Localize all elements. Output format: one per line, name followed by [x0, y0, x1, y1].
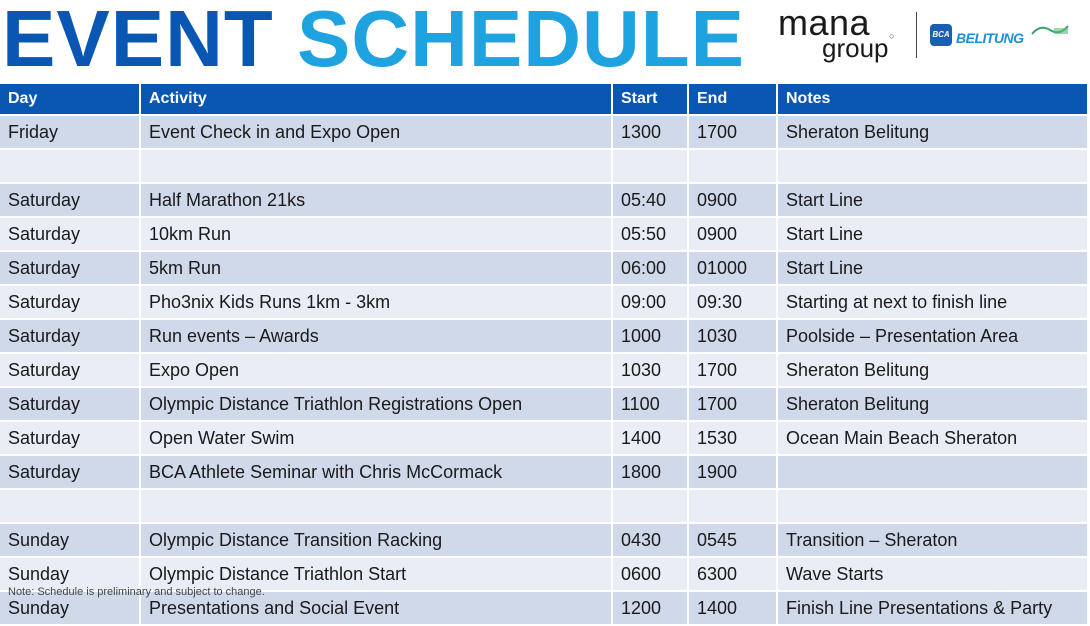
cell-day: Saturday: [0, 183, 140, 217]
table-header-row: [0, 84, 1088, 115]
column-header-activity: Activity: [140, 84, 612, 115]
table-row: [0, 421, 1088, 455]
cell-start: 05:50: [612, 217, 688, 251]
cell-start: 0600: [612, 557, 688, 591]
cell-day: Saturday: [0, 251, 140, 285]
cell-start: 1000: [612, 319, 688, 353]
cell-day: Saturday: [0, 319, 140, 353]
cell-start: 0430: [612, 523, 688, 557]
cell-notes: Start Line: [777, 217, 1088, 251]
page-title: [2, 0, 745, 84]
cell-day: Sunday: [0, 557, 140, 591]
cell-notes: Sheraton Belitung: [777, 387, 1088, 421]
cell-end: 1700: [688, 353, 777, 387]
table-row: [0, 523, 1088, 557]
cell-activity: Olympic Distance Triathlon Start: [140, 557, 612, 591]
cell-start: 05:40: [612, 183, 688, 217]
table-row: [0, 217, 1088, 251]
cell-notes: Transition – Sheraton: [777, 523, 1088, 557]
group-logo-text: group: [822, 33, 889, 63]
mana-logo-text: mana: [778, 2, 871, 43]
cell-end: 01000: [688, 251, 777, 285]
cell-notes: Sheraton Belitung: [777, 353, 1088, 387]
table-row: [0, 183, 1088, 217]
cell-day: Friday: [0, 115, 140, 149]
festival-wave-icon: [1030, 22, 1070, 36]
cell-activity: BCA Athlete Seminar with Chris McCormack: [140, 455, 612, 489]
table-row: [0, 115, 1088, 149]
column-header-day: Day: [0, 84, 140, 115]
column-header-start: Start: [612, 84, 688, 115]
cell-end: 09:30: [688, 285, 777, 319]
cell-end: 1900: [688, 455, 777, 489]
cell-end: 1400: [688, 591, 777, 625]
cell-end: 0545: [688, 523, 777, 557]
title-word-event: EVENT: [2, 0, 274, 83]
mana-group-logo: [778, 2, 900, 66]
cell-activity: [140, 149, 612, 183]
cell-notes: [777, 455, 1088, 489]
logo-divider: [916, 12, 917, 58]
table-row: [0, 353, 1088, 387]
cell-activity: Run events – Awards: [140, 319, 612, 353]
cell-notes: Sheraton Belitung: [777, 115, 1088, 149]
cell-activity: Open Water Swim: [140, 421, 612, 455]
cell-end: [688, 489, 777, 523]
table-row: [0, 251, 1088, 285]
schedule-note: Note: Schedule is preliminary and subject to change.: [8, 586, 265, 598]
cell-activity: Olympic Distance Transition Racking: [140, 523, 612, 557]
cell-activity: [140, 489, 612, 523]
column-header-end: End: [688, 84, 777, 115]
cell-start: 1400: [612, 421, 688, 455]
cell-day: Saturday: [0, 421, 140, 455]
registered-mark-icon: ○: [889, 31, 895, 41]
cell-day: [0, 489, 140, 523]
cell-end: 1700: [688, 387, 777, 421]
cell-activity: Pho3nix Kids Runs 1km - 3km: [140, 285, 612, 319]
cell-start: 1030: [612, 353, 688, 387]
table-row: [0, 149, 1088, 183]
cell-notes: Ocean Main Beach Sheraton: [777, 421, 1088, 455]
cell-activity: 5km Run: [140, 251, 612, 285]
cell-end: 1030: [688, 319, 777, 353]
cell-day: Saturday: [0, 387, 140, 421]
cell-notes: Poolside – Presentation Area: [777, 319, 1088, 353]
cell-activity: Event Check in and Expo Open: [140, 115, 612, 149]
cell-activity: Olympic Distance Triathlon Registrations Open: [140, 387, 612, 421]
cell-notes: Finish Line Presentations & Party: [777, 591, 1088, 625]
cell-notes: [777, 149, 1088, 183]
cell-day: Sunday: [0, 523, 140, 557]
cell-end: 0900: [688, 217, 777, 251]
cell-notes: [777, 489, 1088, 523]
cell-start: [612, 149, 688, 183]
cell-day: Saturday: [0, 353, 140, 387]
cell-notes: Start Line: [777, 251, 1088, 285]
cell-end: [688, 149, 777, 183]
title-word-schedule: SCHEDULE: [296, 0, 745, 83]
cell-notes: Starting at next to finish line: [777, 285, 1088, 319]
table-row: [0, 489, 1088, 523]
cell-start: 1300: [612, 115, 688, 149]
bca-logo-icon: BCA: [930, 24, 952, 46]
cell-end: 1530: [688, 421, 777, 455]
cell-day: Saturday: [0, 455, 140, 489]
cell-start: 06:00: [612, 251, 688, 285]
table-row: [0, 319, 1088, 353]
cell-day: Sunday: [0, 591, 140, 625]
cell-day: Saturday: [0, 217, 140, 251]
cell-day: [0, 149, 140, 183]
table-row: [0, 455, 1088, 489]
table-row: [0, 387, 1088, 421]
cell-day: Saturday: [0, 285, 140, 319]
cell-start: 1200: [612, 591, 688, 625]
cell-activity: 10km Run: [140, 217, 612, 251]
cell-start: 09:00: [612, 285, 688, 319]
column-header-notes: Notes: [777, 84, 1088, 115]
cell-end: 1700: [688, 115, 777, 149]
schedule-table: [0, 84, 1089, 626]
cell-notes: Wave Starts: [777, 557, 1088, 591]
bca-belitung-logo: [930, 20, 1072, 54]
cell-start: [612, 489, 688, 523]
cell-activity: Half Marathon 21ks: [140, 183, 612, 217]
belitung-logo-text: BELITUNG: [956, 30, 1024, 46]
cell-end: 6300: [688, 557, 777, 591]
cell-activity: Expo Open: [140, 353, 612, 387]
table-row: [0, 285, 1088, 319]
cell-activity: Presentations and Social Event: [140, 591, 612, 625]
cell-notes: Start Line: [777, 183, 1088, 217]
cell-start: 1800: [612, 455, 688, 489]
cell-start: 1100: [612, 387, 688, 421]
cell-end: 0900: [688, 183, 777, 217]
